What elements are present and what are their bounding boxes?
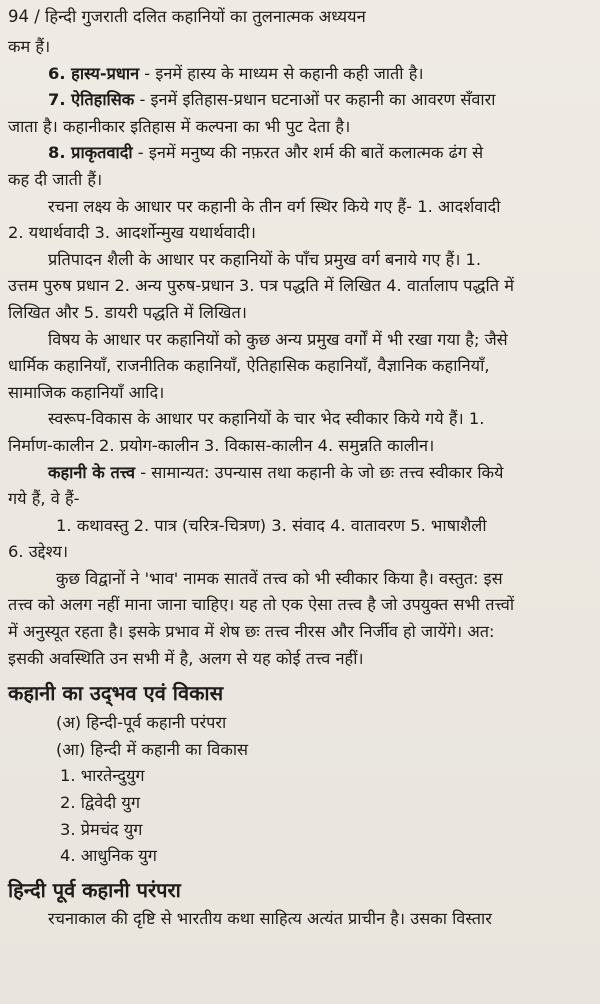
text-span: में अनुस्यूत रहता है। इसके प्रभाव में शेष छः तत्त्व नीरस और निर्जीव हो जायेंगे। अत: (8, 622, 495, 642)
outline-item: (अ) हिन्दी-पूर्व कहानी परंपरा (56, 713, 227, 733)
text-span: कह दी जाती हैं। (8, 169, 103, 189)
text-span: - इनमें मनुष्य की नफ़रत और शर्म की बातें कलात्मक ढंग से (132, 143, 484, 163)
text-span: स्वरूप-विकास के आधार पर कहानियों के चार भेद स्वीकार किये गये हैं। 1. (48, 409, 485, 429)
text-span: उत्तम पुरुष प्रधान 2. अन्य पुरुष-प्रधान 3. पत्र पद्धति में लिखित 4. वार्तालाप पद्धति में (8, 276, 514, 296)
text-span: - सामान्यत: उपन्यास तथा कहानी के जो छः तत्त्व स्वीकार किये (135, 462, 504, 482)
subsection-heading: हिन्दी पूर्व कहानी परंपरा (8, 877, 181, 902)
text-span: रचना लक्ष्य के आधार पर कहानी के तीन वर्ग स्थिर किये गए हैं- 1. आदर्शवादी (48, 196, 501, 216)
text-span: 2. यथार्थवादी 3. आदर्शोन्मुख यथार्थवादी। (8, 223, 256, 243)
text-line (8, 433, 580, 460)
outline-item: 3. प्रेमचंद युग (60, 819, 143, 839)
text-line (8, 460, 580, 487)
text-line (8, 539, 580, 566)
text-line (8, 566, 580, 593)
text-span: 1. कथावस्तु 2. पात्र (चरित्र-चित्रण) 3. संवाद 4. वातावरण 5. भाषाशैली (56, 515, 487, 535)
text-span: तत्त्व को अलग नहीं माना जाना चाहिए। यह तो एक ऐसा तत्त्व है जो उपयुक्त सभी तत्त्वों (8, 595, 515, 615)
bold-term: 6. हास्य-प्रधान (48, 63, 140, 83)
text-span: धार्मिक कहानियाँ, राजनीतिक कहानियाँ, ऐतिहासिक कहानियाँ, वैज्ञानिक कहानियाँ, (8, 356, 490, 376)
text-span: इसकी अवस्थिति उन सभी में है, अलग से यह कोई तत्त्व नहीं। (8, 648, 364, 668)
text-line (8, 380, 580, 407)
outline-item: (आ) हिन्दी में कहानी का विकास (56, 739, 249, 759)
section-outline (8, 710, 580, 870)
bold-term: 7. ऐतिहासिक (48, 90, 135, 110)
text-line (8, 353, 580, 380)
outline-item: 1. भारतेन्दुयुग (60, 766, 145, 786)
text-line (8, 61, 580, 88)
text-line (8, 247, 580, 274)
text-span: - इनमें इतिहास-प्रधान घटनाओं पर कहानी का आवरण सँवारा (134, 90, 496, 110)
text-span: 6. उद्देश्य। (8, 542, 69, 562)
text-span: विषय के आधार पर कहानियों को कुछ अन्य प्रमुख वर्गों में भी रखा गया है; जैसे (48, 329, 508, 349)
page-header: 94 / हिन्दी गुजराती दलित कहानियों का तुलनात्मक अध्ययन (8, 7, 366, 26)
text-line (8, 273, 580, 300)
text-line (8, 592, 580, 619)
text-line (8, 194, 580, 221)
text-line (8, 140, 580, 167)
bold-term: कहानी के तत्त्व (48, 462, 136, 482)
text-span: जाता है। कहानीकार इतिहास में कल्पना का भी पुट देता है। (8, 116, 351, 136)
text-line (8, 646, 580, 673)
text-span: सामाजिक कहानियाँ आदि। (8, 382, 165, 402)
text-span: गये हैं, वे हैं- (8, 489, 80, 509)
text-line (8, 114, 580, 141)
text-line (8, 513, 580, 540)
text-line (8, 619, 580, 646)
text-line (8, 406, 580, 433)
text-line (8, 300, 580, 327)
outline-item: 2. द्विवेदी युग (60, 793, 140, 813)
text-span: प्रतिपादन शैली के आधार पर कहानियों के पाँच प्रमुख वर्ग बनाये गए हैं। 1. (48, 249, 482, 269)
outline-item: 4. आधुनिक युग (60, 846, 157, 866)
bold-term: 8. प्राकृतवादी (48, 143, 133, 163)
text-span: कुछ विद्वानों ने 'भाव' नामक सातवें तत्त्व को भी स्वीकार किया है। वस्तुत: इस (56, 568, 503, 588)
text-line (8, 486, 580, 513)
text-span: - इनमें हास्य के माध्यम से कहानी कही जाती है। (139, 63, 424, 83)
paragraph-line: रचनाकाल की दृष्टि से भारतीय कथा साहित्य अत्यंत प्राचीन है। उसका विस्तार (48, 908, 492, 928)
body-text (8, 34, 580, 672)
text-span: कम हैं। (8, 37, 51, 56)
text-line (8, 167, 580, 194)
text-line (8, 220, 580, 247)
text-span: निर्माण-कालीन 2. प्रयोग-कालीन 3. विकास-कालीन 4. समुन्नति कालीन। (8, 435, 435, 455)
text-line (8, 87, 580, 114)
text-line (8, 34, 580, 61)
text-line (8, 327, 580, 354)
text-span: लिखित और 5. डायरी पद्धति में लिखित। (8, 302, 247, 322)
section-heading: कहानी का उद्‌भव एवं विकास (8, 681, 224, 706)
